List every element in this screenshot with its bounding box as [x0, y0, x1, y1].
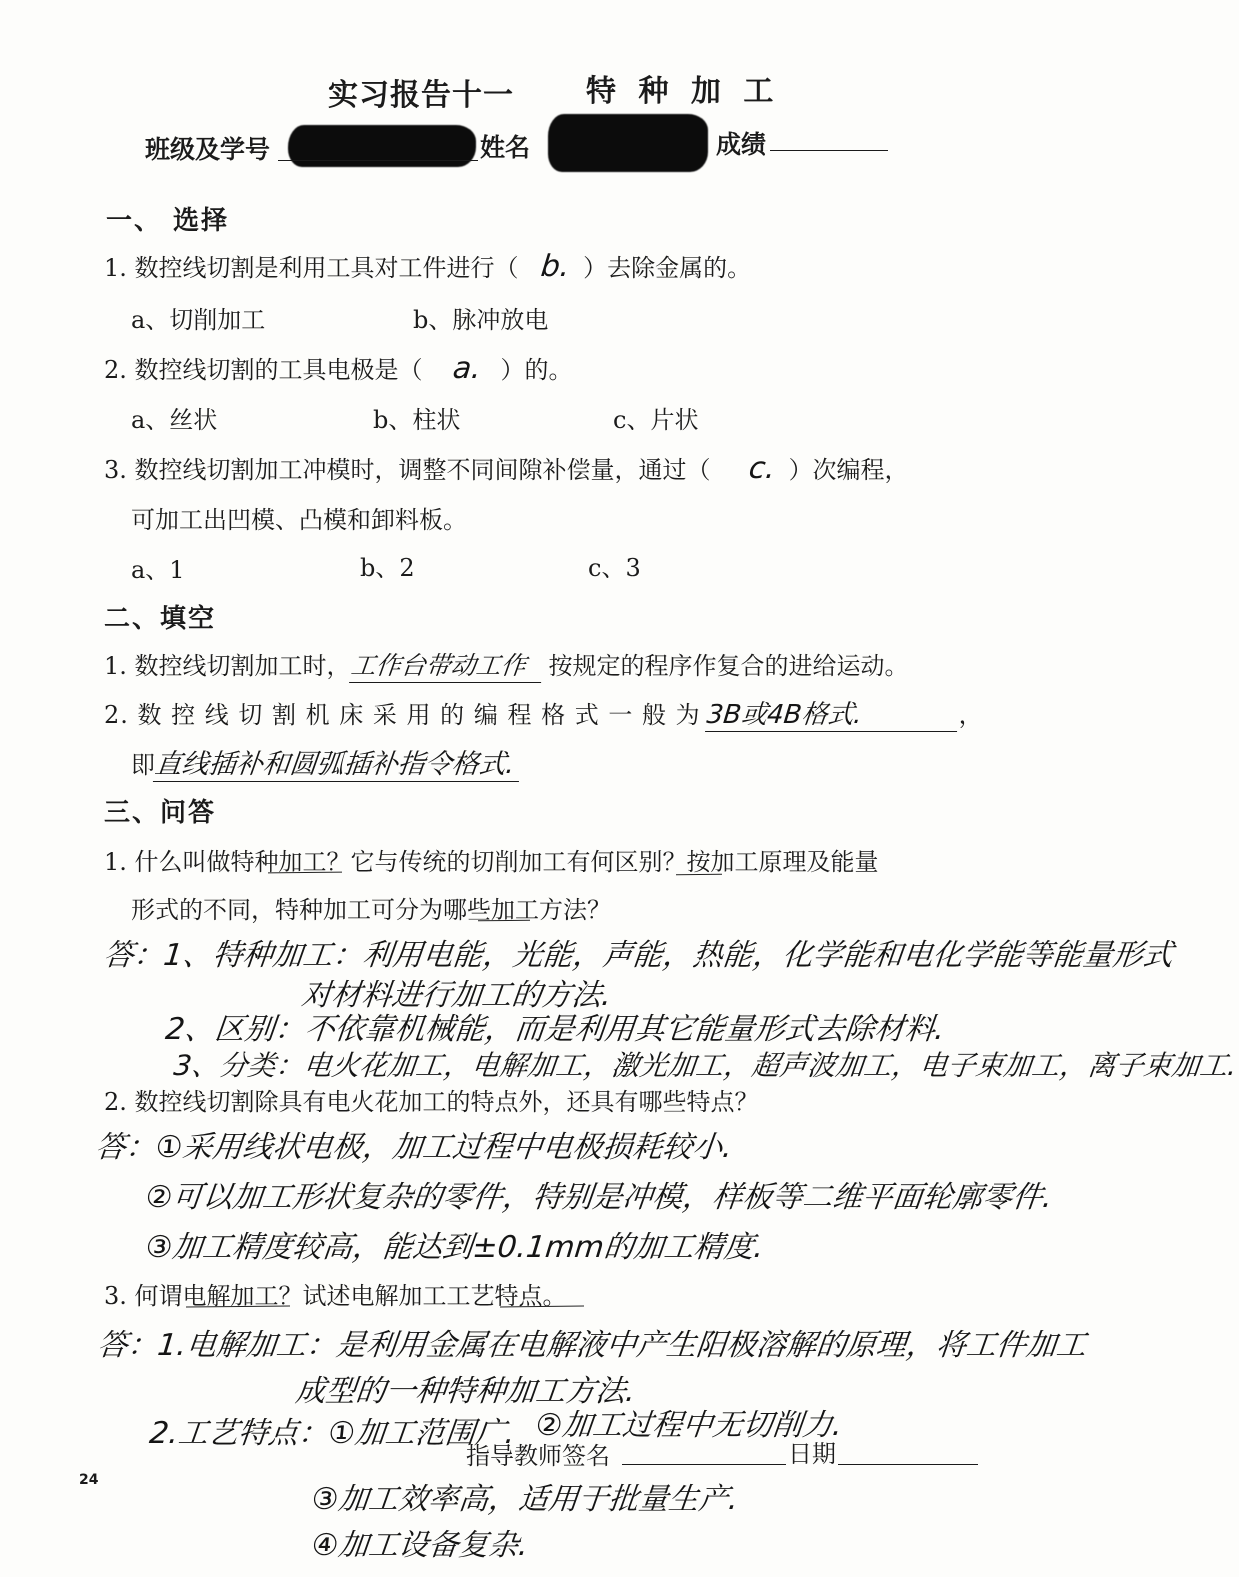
page-number: 24 — [79, 1472, 99, 1488]
score-line — [770, 150, 888, 151]
s2-q1-text-before: 1. 数控线切割加工时， — [104, 652, 351, 680]
s1-q2-text-after: ）的。 — [500, 356, 573, 384]
teacher-sign-label: 指导教师签名 — [466, 1442, 610, 1470]
s1-q2-option-a: a、丝状 — [131, 406, 218, 434]
date-label: 日期 — [788, 1440, 836, 1468]
s1-q1-text-after: ）去除金属的。 — [583, 254, 752, 282]
section1-heading: 一、 选择 — [106, 206, 230, 236]
s1-q3-option-c: c、3 — [588, 554, 641, 582]
s3-q1-answer-3: 2、区别：不依靠机械能，而是利用其它能量形式去除材料. — [163, 1012, 947, 1047]
s3-q1-line2: 形式的不同，特种加工可分为哪些加工方法？ — [131, 896, 611, 924]
s2-q2 — [104, 694, 984, 732]
s2-q1 — [104, 646, 909, 683]
s3-q1-answer-4: 3、分类：电火花加工，电解加工，激光加工，超声波加工，电子束加工，离子束加工. — [172, 1049, 1239, 1082]
s3-q3-answer-4: ②加工过程中无切削力. — [533, 1408, 844, 1443]
s1-q3-option-a: a、1 — [131, 556, 185, 584]
report-title: 实习报告十一 — [328, 78, 514, 113]
date-line — [838, 1464, 978, 1465]
s2-q2-text-before: 2. 数 控 线 切 割 机 床 采 用 的 编 程 格 式 一 般 为 — [104, 701, 701, 729]
s3-q2-line1: 2. 数控线切割除具有电火花加工的特点外，还具有哪些特点？ — [104, 1088, 759, 1116]
s1-q3 — [104, 450, 909, 486]
s3-q2-answer-3: ③加工精度较高，能达到±0.1mm的加工精度. — [143, 1230, 766, 1265]
class-id-line — [278, 160, 478, 161]
s1-q1 — [104, 248, 751, 284]
score-label: 成绩 — [716, 130, 767, 159]
name-label: 姓名 — [480, 133, 531, 162]
s1-q2-option-c: c、片状 — [613, 406, 699, 434]
s3-q2-answer-2: ②可以加工形状复杂的零件，特别是冲模，样板等二维平面轮廓零件. — [143, 1180, 1054, 1215]
s3-q3-answer-1: 答：1.电解加工：是利用金属在电解液中产生阳极溶解的原理，将工件加工 — [95, 1328, 1089, 1363]
redacted-name — [548, 114, 708, 172]
s1-q1-option-b: b、脉冲放电 — [413, 306, 549, 334]
s2-q1-answer: 工作台带动工作 — [349, 646, 545, 683]
s3-q1-answer-2: 对材料进行加工的方法. — [299, 978, 614, 1013]
s3-q3-answer-6: ④加工设备复杂. — [309, 1528, 530, 1563]
s1-q3-line2: 可加工出凹模、凸模和卸料板。 — [131, 506, 467, 534]
s3-q3-answer-3: 2.工艺特点：①加工范围广. — [147, 1416, 517, 1451]
section2-heading: 二、填空 — [104, 604, 217, 634]
s3-q3-answer-5: ③加工效率高，适用于批量生产. — [309, 1482, 740, 1517]
s1-q3-text-before: 3. 数控线切割加工冲模时，调整不同间隙补偿量，通过（ — [104, 456, 711, 484]
s2-q2-answer: 3B或4B格式. — [705, 694, 961, 732]
s1-q1-text-before: 1. 数控线切割是利用工具对工件进行（ — [104, 254, 519, 282]
s2-q2-line2 — [131, 742, 521, 782]
s1-q2-answer: a. — [450, 351, 483, 386]
s2-q1-text-after: 按规定的程序作复合的进给运动。 — [548, 652, 909, 680]
s2-q2-line2-answer: 直线插补和圆弧插补指令格式. — [153, 742, 523, 782]
section3-heading: 三、问答 — [104, 798, 217, 828]
s3-q3-line1: 3. 何谓电解加工？试述电解加工工艺特点。 — [104, 1282, 567, 1310]
s1-q3-option-b: b、2 — [360, 554, 415, 582]
s1-q2-option-b: b、柱状 — [373, 406, 461, 434]
s3-q1-answer-1: 答：1、特种加工：利用电能，光能，声能，热能，化学能和电化学能等能量形式 — [101, 938, 1175, 973]
s2-q2-line2-before: 即 — [131, 751, 155, 779]
s1-q2 — [104, 350, 572, 386]
s3-q2-answer-1: 答：①采用线状电极，加工过程中电极损耗较小. — [93, 1130, 734, 1165]
s3-q1-line1: 1. 什么叫做特种加工？它与传统的切削加工有何区别？按加工原理及能量 — [104, 848, 879, 876]
class-id-label: 班级及学号 — [145, 135, 271, 164]
teacher-sign-line — [622, 1464, 786, 1465]
s2-q2-text-after: ， — [958, 701, 984, 729]
topic-title: 特 种 加 工 — [586, 74, 780, 109]
s1-q3-text-after: ）次编程， — [788, 456, 909, 484]
s1-q1-answer: b. — [538, 249, 571, 284]
s1-q3-answer: c. — [746, 451, 777, 486]
s1-q2-text-before: 2. 数控线切割的工具电极是（ — [104, 356, 423, 384]
s3-q3-answer-2: 成型的一种特种加工方法. — [293, 1374, 638, 1409]
s1-q1-option-a: a、切削加工 — [131, 306, 266, 334]
